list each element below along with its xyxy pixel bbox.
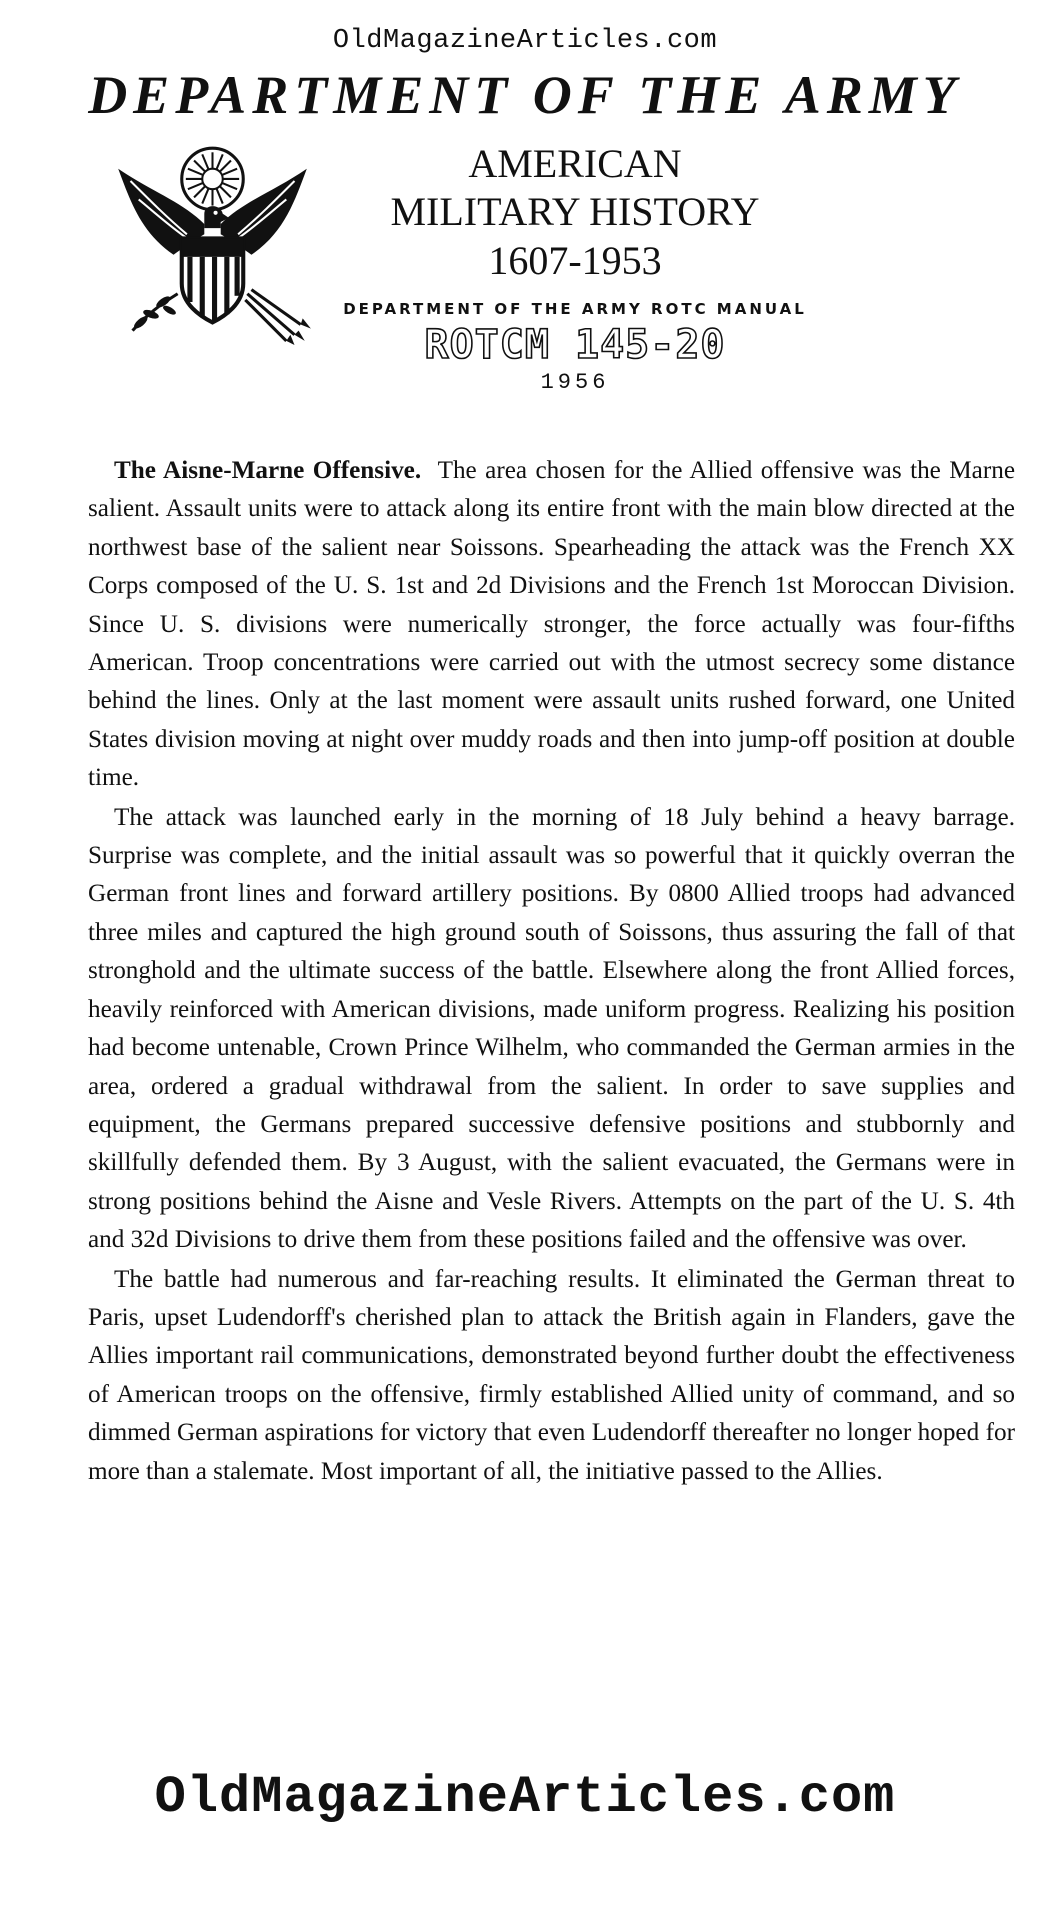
site-watermark-bottom: OldMagazineArticles.com: [154, 1768, 896, 1827]
department-title: DEPARTMENT OF THE ARMY: [88, 65, 962, 125]
paragraph-3: The battle had numerous and far-reaching results. It eliminated the German threat to Paris, upset Ludendorff's cherished plan to attack the British again in Flanders, gave the Allies important rail communications, demonstrated beyond further doubt the effectiveness of American troops on the offensive, firmly established Allied unity of command, and so dimmed German aspirations for victory that even Ludendorff thereafter no longer hoped for more than a stalemate. Most important of all, the initiative passed to the Allies.: [88, 1265, 1015, 1485]
publication-year: 1956: [540, 370, 610, 395]
manual-label: DEPARTMENT OF THE ARMY ROTC MANUAL: [343, 300, 807, 318]
paragraph-2: The attack was launched early in the morning of 18 July behind a heavy barrage. Surprise was complete, and the initial assault was so powerful that it quickly overran the German front lines and forward artillery positions. By 0800 Allied troops had advanced three miles and captured the high ground south of Soissons, thus assuring the fall of that stronghold and the ultimate success of the battle. Elsewhere along the front Allied forces, heavily reinforced with American divisions, made uniform progress. Realizing his position had become untenable, Crown Prince Wilhelm, who commanded the German armies in the area, ordered a gradual withdrawal from the salient. In order to save supplies and equipment, the Germans prepared successive defensive positions and stubbornly and skillfully defended them. By 3 August, with the salient evacuated, the Germans were in strong positions behind the Aisne and Vesle Rivers. Attempts on the part of the U. S. 4th and 32d Divisions to drive them from these positions failed and the offensive was over.: [88, 803, 1015, 1254]
article-body: [88, 452, 1015, 1491]
title-military-history: MILITARY HISTORY: [390, 189, 760, 234]
section-heading: The Aisne-Marne Offensive.: [114, 457, 422, 484]
site-watermark-top: OldMagazineArticles.com: [332, 26, 718, 56]
manual-code: ROTCM 145-20: [424, 322, 726, 368]
paragraph-1: [88, 452, 1015, 798]
title-american: AMERICAN: [468, 141, 682, 186]
army-eagle-seal-icon: [110, 140, 315, 345]
paragraph-1-text: The area chosen for the Allied offensive was the Marne salient. Assault units were to attack along its entire front with the main blow directed at the northwest base of the salient near Soissons. Spearheading the attack was the French XX Corps composed of the U. S. 1st and 2d Divisions and the French 1st Moroccan Division. Since U. S. divisions were numerically stronger, the force actually was four-fifths American. Troop concentrations were carried out with the utmost secrecy some distance behind the lines. Only at the last moment were assault units rushed forward, one United States division moving at night over muddy roads and then into jump-off position at double time.: [88, 457, 1016, 792]
title-years: 1607-1953: [488, 238, 662, 283]
book-title-block: [330, 140, 820, 395]
